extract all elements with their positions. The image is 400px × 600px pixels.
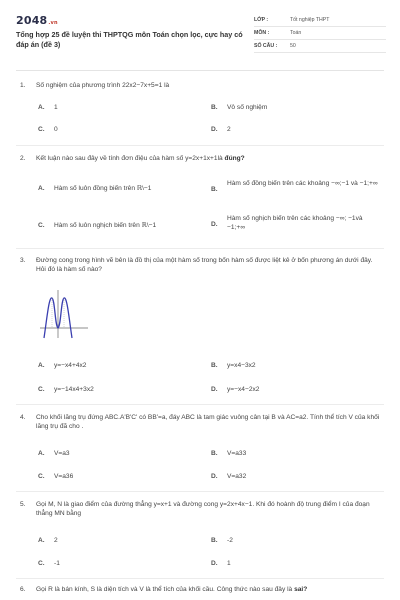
option-key: C.	[38, 386, 45, 393]
option-key: B.	[211, 450, 218, 457]
option-key: C.	[38, 560, 45, 567]
logo-main: 2048	[16, 14, 48, 27]
function-graph-icon	[38, 288, 90, 340]
question-divider	[16, 145, 384, 146]
question-number: 4.	[20, 414, 26, 421]
question-text: Đường cong trong hình vẽ bên là đồ thị của một hàm số trong bốn hàm số được liệt kê ở bốn phương án dưới đây. Hỏi đó là hàm số nào?	[36, 257, 373, 273]
option-text: Vô số nghiệm	[227, 104, 268, 111]
logo-sub: .vn	[48, 20, 58, 26]
option-text: y=−x4+4x2	[54, 362, 87, 369]
question-text	[36, 586, 381, 595]
option-text: -2	[227, 537, 233, 544]
question-number: 6.	[20, 586, 26, 593]
option-text: -1	[54, 560, 60, 567]
option-key: C.	[38, 126, 45, 133]
question-divider	[16, 404, 384, 405]
question-text: Số nghiệm của phương trình 22x2−7x+5=1 là	[36, 82, 170, 89]
option-key: B.	[211, 362, 218, 369]
question-divider	[16, 248, 384, 249]
question-text-main: Kết luận nào sau đây về tính đơn điệu của hàm số y=2x+1x+1là	[36, 155, 223, 162]
question-divider	[16, 491, 384, 492]
option-key: A.	[38, 450, 45, 457]
meta-label: SỐ CÂU :	[254, 43, 278, 49]
meta-label: LỚP :	[254, 17, 269, 23]
question-number: 2.	[20, 155, 26, 162]
question-number: 1.	[20, 82, 26, 89]
meta-value: Toán	[290, 30, 302, 36]
question-text-bold: sai?	[294, 586, 308, 593]
option-text: 1	[54, 104, 58, 111]
option-key: D.	[211, 386, 218, 393]
meta-row-count	[254, 40, 386, 53]
option-key: D.	[211, 221, 218, 228]
option-key: D.	[211, 126, 218, 133]
question-text-main: Gọi R là bán kính, S là diện tích và V là thể tích của khối cầu. Công thức nào sau đây là	[36, 586, 293, 593]
option-key: D.	[211, 560, 218, 567]
meta-value: 50	[290, 43, 296, 49]
option-text: V=a36	[54, 473, 74, 480]
site-logo[interactable]	[16, 14, 58, 29]
option-text: V=a33	[227, 450, 247, 457]
page-header	[16, 14, 386, 62]
option-text: y=−14x4+3x2	[54, 386, 94, 393]
option-key: B.	[211, 537, 218, 544]
option-text: Hàm số luôn đồng biến trên ℝ\−1	[54, 185, 152, 192]
meta-row-subject	[254, 27, 386, 40]
option-key: A.	[38, 362, 45, 369]
option-key: C.	[38, 473, 45, 480]
option-text: 2	[54, 537, 58, 544]
option-key: A.	[38, 185, 45, 192]
question-divider	[16, 578, 384, 579]
option-text: y=x4−3x2	[227, 362, 256, 369]
option-text: V=a3	[54, 450, 70, 457]
option-key: B.	[211, 186, 218, 193]
document-title: Tổng hợp 25 đề luyện thi THPTQG môn Toán chọn lọc, cực hay có đáp án (đề 3)	[16, 30, 243, 50]
question-text-bold: đúng?	[224, 155, 245, 162]
header-divider	[16, 70, 384, 71]
option-key: A.	[38, 537, 45, 544]
meta-row-class	[254, 14, 386, 27]
option-key: B.	[211, 104, 218, 111]
option-text: y=−x4−2x2	[227, 386, 260, 393]
option-text: 2	[227, 126, 231, 133]
question-text: Cho khối lăng trụ đứng ABC.A'B'C' có BB'=a, đáy ABC là tam giác vuông cân tại B và AC=a2. Tính thể tích V của khối lăng trụ đã cho .	[36, 414, 380, 430]
option-text: Hàm số luôn nghịch biến trên ℝ\−1	[54, 222, 157, 229]
option-text: 1	[227, 560, 231, 567]
question-text: Gọi M, N là giao điểm của đường thẳng y=x+1 và đường cong y=2x+4x−1. Khi đó hoành độ trung điểm I của đoạn thẳng MN bằng	[36, 501, 370, 517]
meta-value: Tốt nghiệp THPT	[290, 17, 330, 23]
option-text: Hàm số đồng biến trên các khoảng −∞;−1 và −1;+∞	[227, 180, 378, 187]
question-text	[36, 155, 381, 164]
option-text: Hàm số nghịch biến trên các khoảng −∞; −1và −1;+∞	[227, 215, 363, 231]
option-key: D.	[211, 473, 218, 480]
meta-label: MÔN :	[254, 30, 270, 36]
option-text: 0	[54, 126, 58, 133]
option-key: A.	[38, 104, 45, 111]
question-number: 5.	[20, 501, 26, 508]
option-text: V=a32	[227, 473, 247, 480]
question-number: 3.	[20, 257, 26, 264]
option-key: C.	[38, 222, 45, 229]
document-meta	[254, 14, 386, 53]
